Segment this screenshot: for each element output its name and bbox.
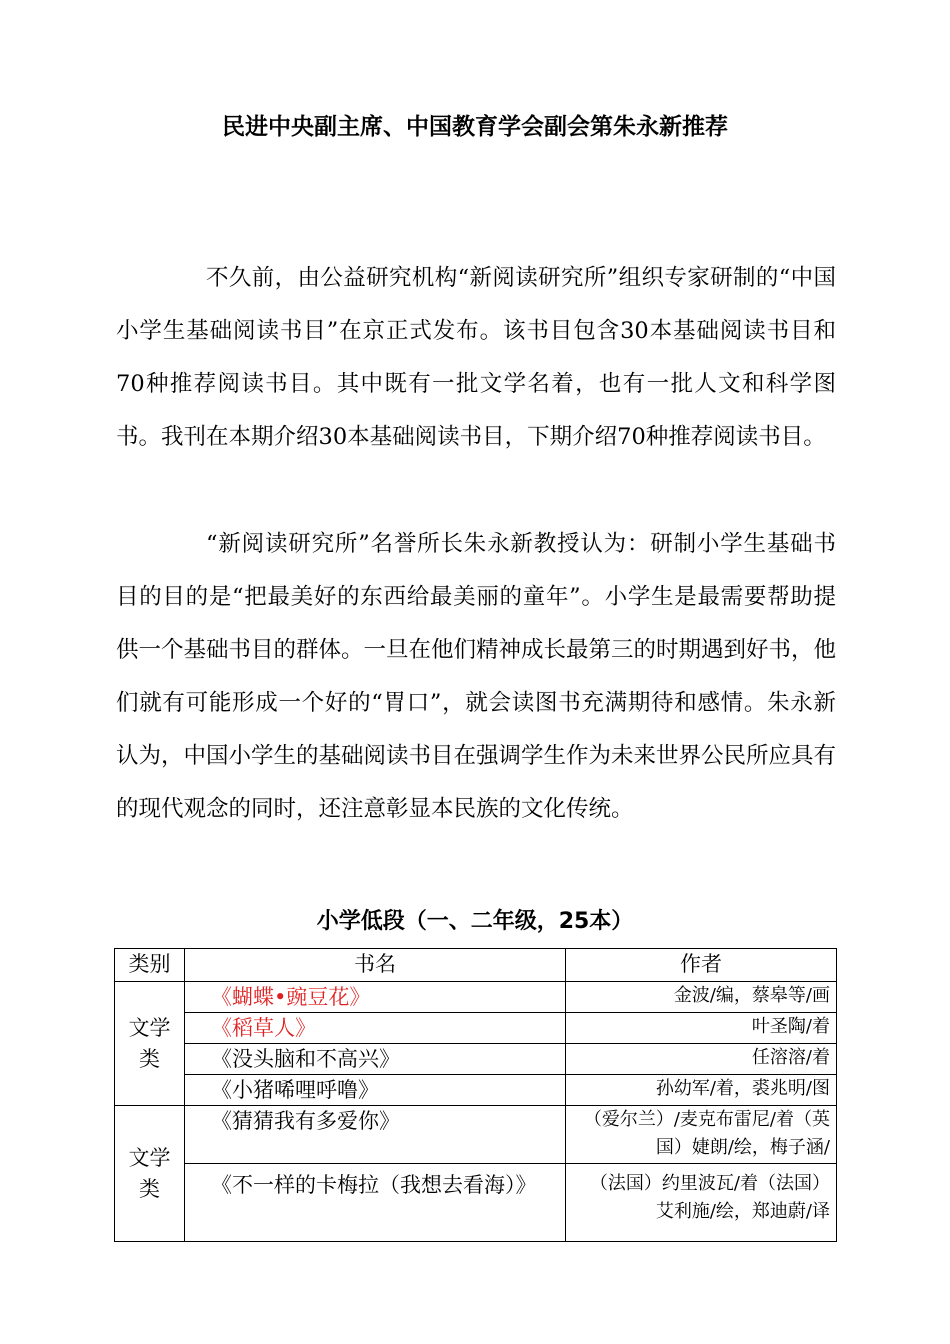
category-cell: 文学类 [115, 982, 185, 1106]
table-row [115, 982, 837, 1013]
header-category: 类别 [115, 949, 185, 982]
book-title: 《蝴蝶•豌豆花》 [185, 982, 566, 1013]
book-author: 孙幼军/着，裘兆明/图 [566, 1075, 837, 1106]
book-title: 《猜猜我有多爱你》 [185, 1106, 566, 1164]
book-list-table [114, 948, 837, 1242]
book-author: 任溶溶/着 [566, 1044, 837, 1075]
table-row [115, 1013, 837, 1044]
book-title: 《小猪唏哩呼噜》 [185, 1075, 566, 1106]
book-title: 《没头脑和不高兴》 [185, 1044, 566, 1075]
quote-paragraph: “新阅读研究所”名誉所长朱永新教授认为：研制小学生基础书目的目的是“把最美好的东西给最美丽的童年”。小学生是最需要帮助提供一个基础书目的群体。一旦在他们精神成长最第三的时期遇到好书，他们就有可能形成一个好的“胃口”，就会读图书充满期待和感情。朱永新认为，中国小学生的基础阅读书目在强调学生作为未来世界公民所应具有的现代观念的同时，还注意彰显本民族的文化传统。 [116, 531, 837, 822]
page-title: 民进中央副主席、中国教育学会副会第朱永新推荐 [222, 114, 728, 140]
table-row [115, 1106, 837, 1164]
category-cell: 文学类 [115, 1106, 185, 1242]
header-author: 作者 [566, 949, 837, 982]
book-title: 《稻草人》 [185, 1013, 566, 1044]
intro-paragraph: 不久前，由公益研究机构“新阅读研究所”组织专家研制的“中国小学生基础阅读书目”在京正式发布。该书目包含30本基础阅读书目和70种推荐阅读书目。其中既有一批文学名着，也有一批人文和科学图书。我刊在本期介绍30本基础阅读书目，下期介绍70种推荐阅读书目。 [116, 265, 836, 450]
book-title: 《不一样的卡梅拉（我想去看海）》 [185, 1164, 566, 1242]
table-row [115, 1075, 837, 1106]
table-row [115, 1164, 837, 1242]
section-title: 小学低段（一、二年级，25本） [316, 909, 634, 934]
header-book: 书名 [185, 949, 566, 982]
book-author: 金波/编，蔡皋等/画 [566, 982, 837, 1013]
book-author: （法国）约里波瓦/着（法国）艾利施/绘，郑迪蔚/译 [566, 1164, 837, 1242]
table-header-row [115, 949, 837, 982]
table-row [115, 1044, 837, 1075]
book-author: 叶圣陶/着 [566, 1013, 837, 1044]
book-author: （爱尔兰）/麦克布雷尼/着（英国）婕朗/绘，梅子涵/ [566, 1106, 837, 1164]
